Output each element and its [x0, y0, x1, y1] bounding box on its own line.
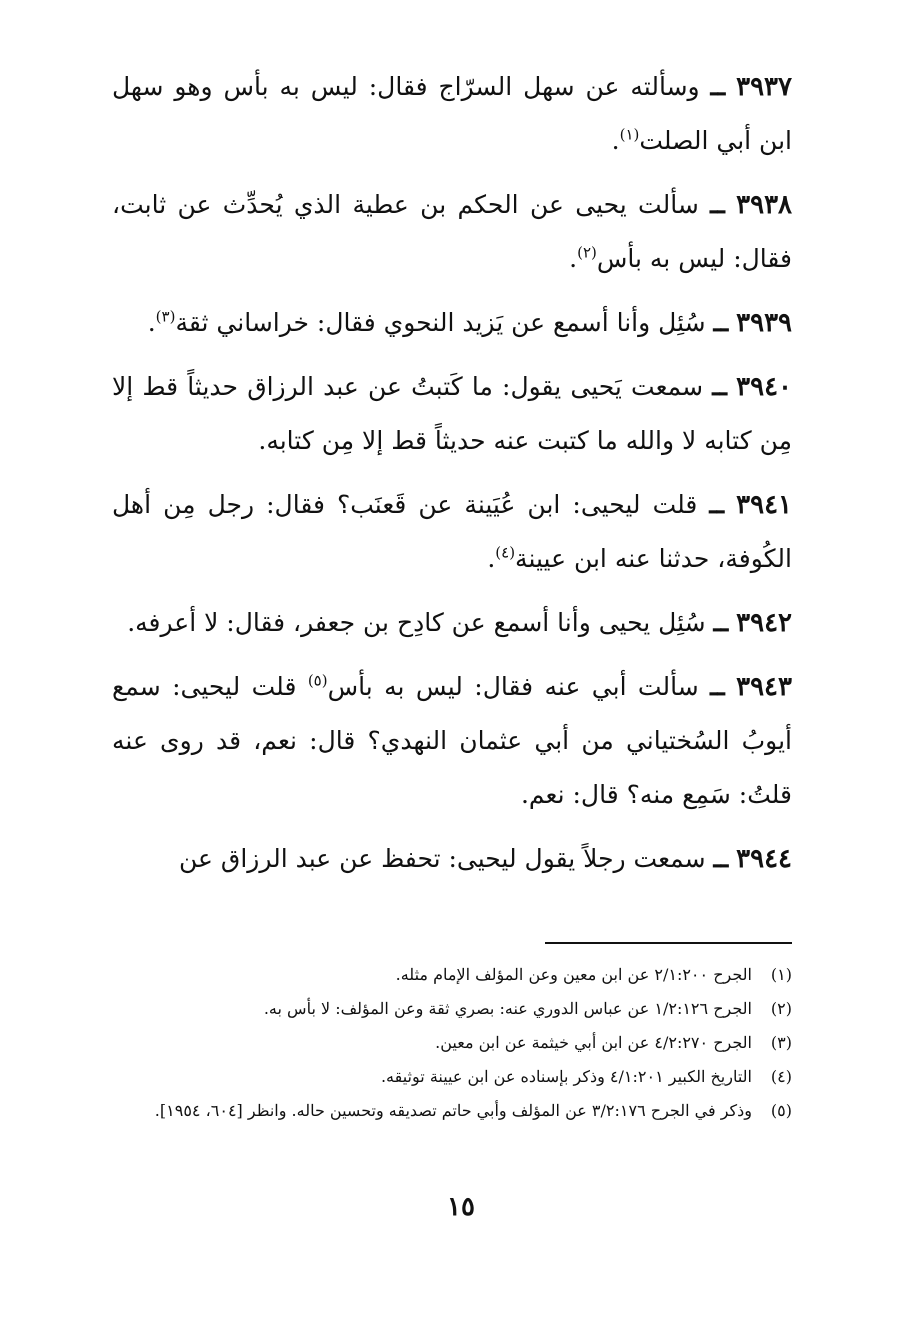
entry-text: سألت يحيى عن الحكم بن عطية الذي يُحدِّث عن ثابت، فقال: ليس به بأس	[112, 190, 792, 273]
entry-end: قلت ليحيى: سمع أيوبُ السُختياني من أبي عثمان النهدي؟ قال: نعم، قد روى عنه قلتُ: سَمِع منه؟ قال: نعم.	[112, 672, 792, 809]
entry-text: سمعت رجلاً يقول ليحيى: تحفظ عن عبد الرزاق عن	[179, 844, 706, 873]
footnote-mark: (٣)	[770, 1033, 792, 1052]
entry-3941	[112, 478, 792, 586]
main-text	[112, 60, 792, 896]
footnote-divider	[545, 942, 792, 944]
entry-end: .	[569, 244, 578, 273]
entry-3937	[112, 60, 792, 168]
entry-number: ٣٩٣٨	[736, 190, 792, 220]
footnote-text: التاريخ الكبير ٤/١:٢٠١ وذكر بإسناده عن ابن عيينة توثيقه.	[380, 1067, 752, 1086]
entry-3943	[112, 660, 792, 822]
footnote-text: الجرح ٢/١:٢٠٠ عن ابن معين وعن المؤلف الإمام مثله.	[395, 965, 752, 984]
footnote-ref: (٤)	[495, 543, 516, 562]
entry-text: سألت أبي عنه فقال: ليس به بأس	[327, 672, 699, 701]
entry-3944	[112, 832, 792, 886]
entry-dash: ــ	[709, 490, 725, 519]
footnote-1	[112, 958, 792, 992]
footnote-mark: (٢)	[770, 999, 792, 1018]
footnote-ref: (١)	[619, 125, 640, 144]
entry-dash: ــ	[713, 308, 729, 337]
footnote-ref: (٣)	[155, 307, 176, 326]
entry-text: سُئِل وأنا أسمع عن يَزيد النحوي فقال: خراساني ثقة	[175, 308, 706, 337]
footnote-text: وذكر في الجرح ٣/٢:١٧٦ عن المؤلف وأبي حاتم تصديقه وتحسين حاله. وانظر [٦٠٤، ١٩٥٤].	[154, 1101, 752, 1120]
entry-3939	[112, 296, 792, 350]
footnote-mark: (٤)	[770, 1067, 792, 1086]
entry-number: ٣٩٤٢	[736, 608, 792, 638]
footnote-ref: (٢)	[577, 243, 597, 262]
entry-dash: ــ	[710, 672, 725, 701]
entry-end: .	[611, 126, 620, 155]
page-number: ١٥	[447, 1192, 475, 1222]
entry-end: .	[487, 544, 496, 573]
footnote-3	[112, 1026, 792, 1060]
footnote-4	[112, 1060, 792, 1094]
footnote-2	[112, 992, 792, 1026]
entry-number: ٣٩٤٤	[736, 844, 792, 874]
entry-number: ٣٩٤١	[736, 490, 792, 520]
footnote-text: الجرح ٤/٢:٢٧٠ عن ابن أبي خيثمة عن ابن معين.	[435, 1033, 752, 1052]
entry-3942	[112, 596, 792, 650]
entry-text: سُئِل يحيى وأنا أسمع عن كادِح بن جعفر، فقال: لا أعرفه.	[127, 608, 706, 637]
footnote-mark: (١)	[770, 965, 792, 984]
entry-text: قلت ليحيى: ابن عُيَينة عن قَعنَب؟ فقال: رجل مِن أهل الكُوفة، حدثنا عنه ابن عيينة	[112, 490, 792, 573]
entry-number: ٣٩٣٩	[736, 308, 792, 338]
footnotes	[112, 958, 792, 1128]
footnote-mark: (٥)	[770, 1101, 792, 1120]
footnote-text: الجرح ١/٢:١٢٦ عن عباس الدوري عنه: بصري ثقة وعن المؤلف: لا بأس به.	[263, 999, 752, 1018]
footnote-5	[112, 1094, 792, 1128]
entry-text: وسألته عن سهل السرّاج فقال: ليس به بأس وهو سهل ابن أبي الصلت	[112, 72, 792, 155]
entry-dash: ــ	[710, 72, 726, 101]
entry-number: ٣٩٤٠	[736, 372, 793, 402]
entry-dash: ــ	[710, 190, 725, 219]
entry-3940	[112, 360, 792, 468]
entry-number: ٣٩٤٣	[736, 672, 792, 702]
entry-end: .	[147, 308, 156, 337]
entry-number: ٣٩٣٧	[736, 72, 792, 102]
entry-dash: ــ	[713, 608, 729, 637]
entry-dash: ــ	[712, 372, 727, 401]
entry-dash: ــ	[713, 844, 729, 873]
footnote-ref: (٥)	[307, 671, 328, 690]
entry-text: سمعت يَحيى يقول: ما كَتبتُ عن عبد الرزاق حديثاً قط إلا مِن كتابه لا والله ما كتبت عنه حديثاً قط إلا مِن كتابه.	[112, 372, 792, 455]
entry-3938	[112, 178, 792, 286]
